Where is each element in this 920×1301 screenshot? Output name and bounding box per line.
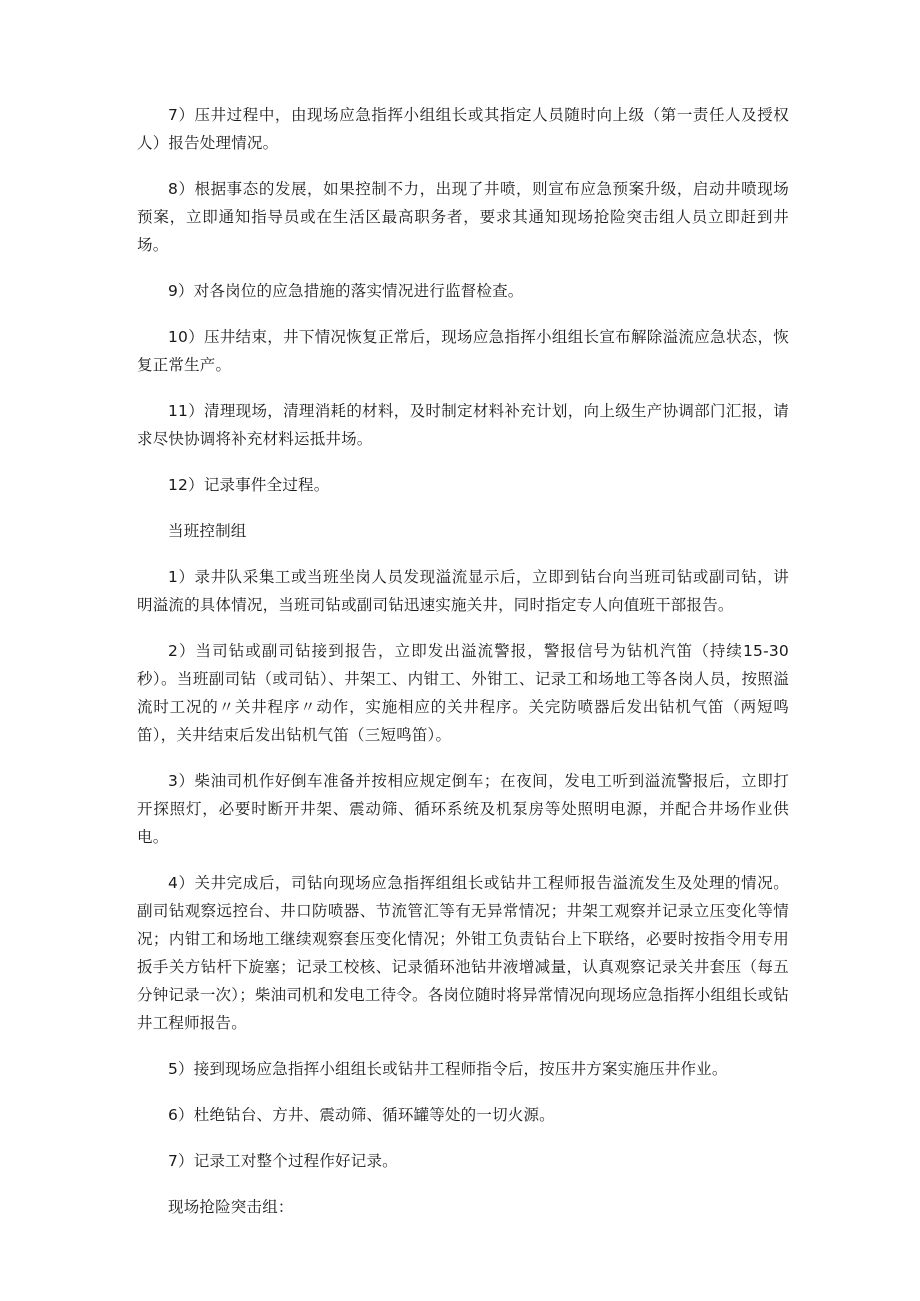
paragraph-shift-step-5: 5）接到现场应急指挥小组组长或钻井工程师指令后，按压井方案实施压井作业。	[168, 1060, 728, 1078]
paragraph-step-11-cleanup: 11）清理现场，清理消耗的材料，及时制定材料补充计划，向上级生产协调部门汇报，请求尽快协调将补充材料运抵井场。	[137, 402, 789, 448]
paragraph-step-7-report: 7）压井过程中，由现场应急指挥小组组长或其指定人员随时向上级（第一责任人及授权人）报告处理情况。	[137, 106, 789, 152]
paragraph-shift-step-2: 2）当司钻或副司钻接到报告，立即发出溢流警报，警报信号为钻机汽笛（持续15-30秒）。当班副司钻（或司钻）、井架工、内钳工、外钳工、记录工和场地工等各岗人员，按照溢流时工况的〃关井程序〃动作，实施相应的关井程序。关完防喷器后发出钻机气笛（两短鸣笛），关井结束后发出钻机气笛（三短鸣笛）。	[137, 642, 789, 744]
paragraph-step-8-escalate: 8）根据事态的发展，如果控制不力，出现了井喷，则宣布应急预案升级，启动井喷现场预案，立即通知指导员或在生活区最高职务者，要求其通知现场抢险突击组人员立即赶到井场。	[137, 180, 789, 254]
section-heading-shift-control-group: 当班控制组	[168, 522, 247, 540]
paragraph-shift-step-4: 4）关井完成后，司钻向现场应急指挥组组长或钻井工程师报告溢流发生及处理的情况。副司钻观察远控台、井口防喷器、节流管汇等有无异常情况；井架工观察并记录立压变化等情况；内钳工和场地工继续观察套压变化情况；外钳工负责钻台上下联络，必要时按指令用专用扳手关方钻杆下旋塞；记录工校核、记录循环池钻井液增减量，认真观察记录关井套压（每五分钟记录一次）；柴油司机和发电工待令。各岗位随时将异常情况向现场应急指挥小组组长或钻井工程师报告。	[137, 874, 789, 1032]
document-body	[137, 101, 789, 1239]
section-heading-rescue-team: 现场抢险突击组：	[168, 1198, 294, 1216]
paragraph-step-10-resume: 10）压井结束，井下情况恢复正常后，现场应急指挥小组组长宣布解除溢流应急状态，恢复正常生产。	[137, 328, 789, 374]
paragraph-shift-step-6: 6）杜绝钻台、方井、震动筛、循环罐等处的一切火源。	[168, 1106, 555, 1124]
paragraph-step-9-supervise: 9）对各岗位的应急措施的落实情况进行监督检查。	[168, 282, 524, 300]
paragraph-shift-step-1: 1）录井队采集工或当班坐岗人员发现溢流显示后，立即到钻台向当班司钻或副司钻，讲明溢流的具体情况，当班司钻或副司钻迅速实施关井，同时指定专人向值班干部报告。	[137, 568, 789, 614]
paragraph-shift-step-3: 3）柴油司机作好倒车准备并按相应规定倒车；在夜间，发电工听到溢流警报后，立即打开探照灯，必要时断开井架、震动筛、循环系统及机泵房等处照明电源，并配合井场作业供电。	[137, 772, 789, 846]
paragraph-step-12-record: 12）记录事件全过程。	[168, 476, 330, 494]
paragraph-shift-step-7: 7）记录工对整个过程作好记录。	[168, 1152, 398, 1170]
